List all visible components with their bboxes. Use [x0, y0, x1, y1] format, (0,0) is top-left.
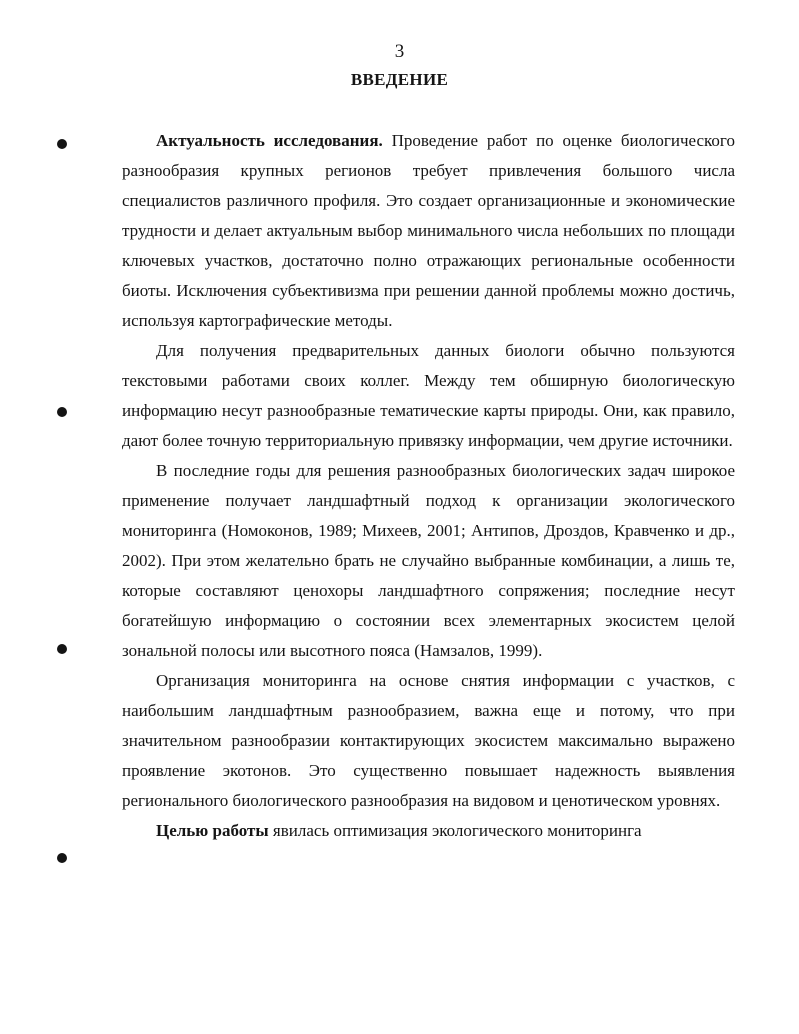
paragraph-monitoring — [122, 666, 735, 816]
binder-hole-mark — [57, 407, 67, 417]
paragraph-text: Для получения предварительных данных биологи обычно пользуются текстовыми работами своих коллег. Между тем обширную биологическую информацию несут разнообразные тематические карты природы. Они, как правило, дают более точную территориальную привязку информации, чем другие источники. — [122, 341, 735, 450]
binder-hole-mark — [57, 644, 67, 654]
paragraph-relevance — [122, 126, 735, 336]
paragraph-landscape-approach — [122, 456, 735, 666]
paragraph-goal — [122, 816, 735, 846]
paragraph-text: В последние годы для решения разнообразных биологических задач широкое применение получает ландшафтный подход к организации экологического мониторинга (Номоконов, 1989; Михеев, 2001; Антипов, Дроздов, Кравченко и др., 2002). При этом желательно брать не случайно выбранные комбинации, а лишь те, которые составляют ценохоры ландшафтного сопряжения; последние несут богатейшую информацию о состоянии всех элементарных экосистем целой зональной полосы или высотного пояса (Намзалов, 1999). — [122, 461, 735, 660]
page-number: 3 — [394, 41, 405, 62]
binder-hole-mark — [57, 139, 67, 149]
page-heading: ВВЕДЕНИЕ — [350, 70, 449, 89]
paragraph-text: явилась оптимизация экологического мониторинга — [268, 821, 642, 840]
paragraph-text: Организация мониторинга на основе снятия информации с участков, с наибольшим ландшафтным разнообразием, важна еще и потому, что при значительном разнообразии контактирующих экосистем максимально выражено проявление экотонов. Это существенно повышает надежность выявления регионального биологического разнообразия на видовом и ценотическом уровнях. — [122, 671, 735, 810]
binder-hole-mark — [57, 853, 67, 863]
paragraph-preliminary-data — [122, 336, 735, 456]
paragraph-lead: Целью работы — [156, 821, 269, 840]
paragraph-text: Проведение работ по оценке биологического разнообразия крупных регионов требует привлечения большого числа специалистов различного профиля. Это создает организационные и экономические трудности и делает актуальным выбор минимального числа небольших по площади ключевых участков, достаточно полно отражающих региональные особенности биоты. Исключения субъективизма при решении данной проблемы можно достичь, используя картографические методы. — [122, 131, 735, 330]
body-text — [122, 126, 735, 846]
paragraph-lead: Актуальность исследования. — [156, 131, 383, 150]
